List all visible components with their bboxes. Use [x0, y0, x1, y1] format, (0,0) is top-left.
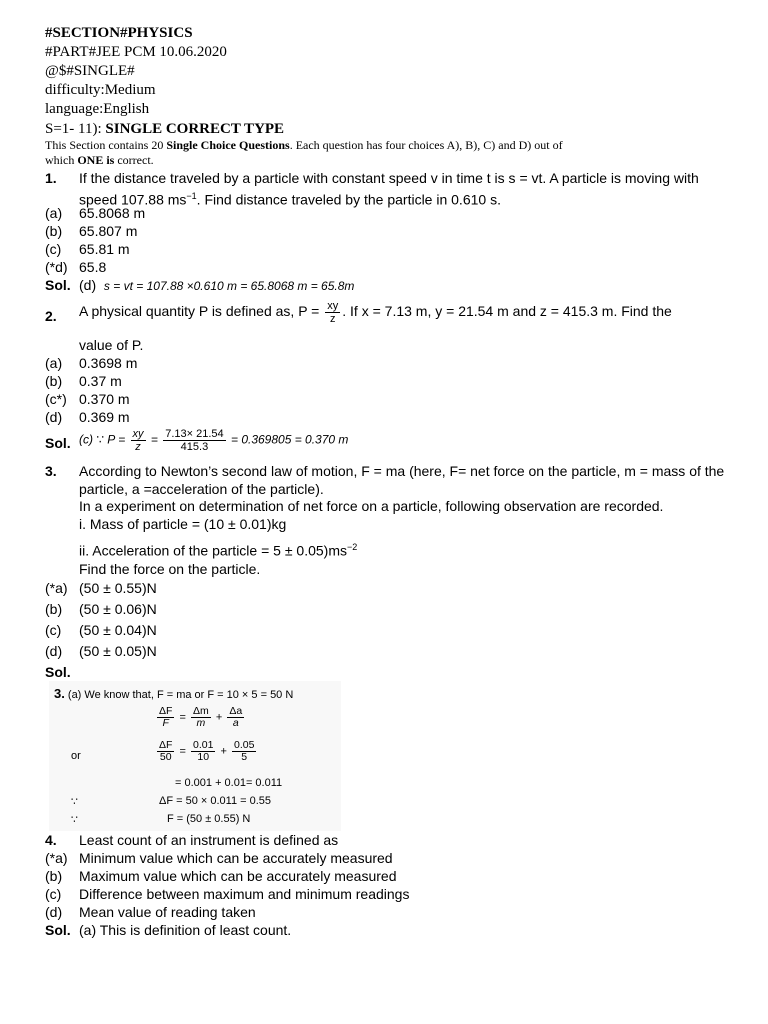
option-text: 65.807 m: [79, 223, 138, 239]
q1-option-d: [45, 259, 730, 277]
option-label: (b): [45, 601, 63, 617]
option-label: (a): [45, 355, 63, 371]
sol-equals: =: [147, 432, 162, 447]
q1-option-b: [45, 223, 730, 241]
option-text: (50 ± 0.04)N: [79, 622, 157, 638]
option-text: Maximum value which can be accurately measured: [79, 868, 397, 884]
img-line-3: = 0.001 + 0.01= 0.011: [175, 777, 283, 789]
q2-text-b: . If x = 7.13 m, y = 21.54 m and z = 415.3 m. Find the: [342, 303, 672, 320]
q3-item-i-row: [45, 516, 730, 534]
img-question-number: 3.: [54, 686, 65, 701]
single-tag: @$#SINGLE#: [45, 63, 135, 79]
question-text: [79, 300, 730, 326]
img-line-1: (a) We know that, F = ma or F = 10 × 5 = 50 N: [67, 689, 294, 701]
q2-option-c: [45, 391, 730, 409]
option-text: 65.8068 m: [79, 205, 146, 221]
section-type-line: [45, 120, 730, 139]
img-because-1: ∵: [71, 796, 78, 808]
option-label: (a): [45, 205, 63, 221]
q1-option-a: [45, 205, 730, 223]
img-because-2: ∵: [71, 814, 78, 826]
img-plus: +: [220, 745, 227, 758]
option-label: (d): [45, 409, 63, 425]
q4-option-d: [45, 904, 730, 922]
question-number: 4.: [45, 832, 57, 848]
q2-fraction: [325, 300, 340, 325]
option-label: (*a): [45, 850, 68, 866]
frac-denominator: a: [232, 717, 239, 729]
q4-solution: [45, 922, 730, 940]
q3-item-i: i. Mass of particle = (10 ± 0.01)kg: [79, 516, 287, 532]
q3-item-ii-text: ii. Acceleration of the particle = 5 ± 0.05)ms: [79, 542, 347, 559]
option-text: Difference between maximum and minimum readings: [79, 886, 410, 902]
q2-option-d: [45, 409, 730, 427]
option-text: 0.369 m: [79, 409, 130, 425]
img-or: or: [71, 750, 81, 762]
q3-solution: [45, 664, 730, 682]
q3-option-b: [45, 601, 730, 619]
question-2: [45, 300, 730, 326]
part-line: #PART#JEE PCM 10.06.2020: [45, 44, 227, 60]
frac-numerator: Δa: [229, 705, 243, 717]
q3-text-b-row: [45, 498, 730, 516]
frac-denominator: 50: [159, 751, 172, 763]
question-text: Least count of an instrument is defined as: [79, 832, 339, 848]
q4-option-c: [45, 886, 730, 904]
section-heading: #SECTION#PHYSICS: [45, 25, 193, 41]
question-text: According to Newton’s second law of motion, F = ma (here, F= net force on the particle, m = mass of the particle, a =acceleration of the particle).: [79, 463, 725, 497]
frac-numerator: xy: [132, 428, 144, 440]
frac-numerator: ΔF: [159, 705, 173, 717]
question-number: 3.: [45, 463, 57, 479]
option-text: Minimum value which can be accurately measured: [79, 850, 393, 866]
frac-denominator: z: [330, 313, 336, 325]
question-3: [45, 463, 730, 498]
frac-denominator: z: [135, 441, 141, 453]
question-4: [45, 832, 730, 850]
img-formula-row-2: [155, 740, 258, 763]
solution-option: (c) ∵ P =: [79, 432, 129, 447]
question-text: [79, 170, 730, 209]
q1-sup: −1: [186, 190, 197, 201]
q2-text-c: value of P.: [79, 337, 144, 353]
option-label: (*a): [45, 580, 68, 596]
q2-solution: [45, 428, 730, 453]
sol-result: = 0.369805 = 0.370 m: [227, 432, 349, 447]
q1-option-c: [45, 241, 730, 259]
instr-bold-2: ONE is: [77, 153, 115, 167]
option-label: (c*): [45, 391, 67, 407]
q3-solution-image: [49, 681, 341, 831]
instr-text-4: correct.: [114, 153, 154, 167]
frac-numerator: 7.13× 21.54: [165, 428, 224, 440]
q4-option-a: [45, 850, 730, 868]
option-text: 0.3698 m: [79, 355, 138, 371]
difficulty-line: difficulty:Medium: [45, 82, 156, 98]
section-type: SINGLE CORRECT TYPE: [105, 121, 285, 137]
option-label: (b): [45, 868, 63, 884]
solution-label: Sol.: [45, 277, 71, 293]
frac-denominator: 5: [241, 751, 248, 763]
frac-numerator: 0.01: [193, 739, 214, 751]
option-text: (50 ± 0.05)N: [79, 643, 157, 659]
option-text: (50 ± 0.55)N: [79, 580, 157, 596]
option-label: (c): [45, 886, 62, 902]
question-number: 2.: [45, 308, 57, 324]
img-plus: +: [215, 711, 223, 724]
q2-text-a: A physical quantity P is defined as, P =: [79, 303, 324, 320]
frac-denominator: 10: [197, 751, 210, 763]
img-formula-row-1: [155, 706, 246, 729]
q3-option-a: [45, 580, 730, 598]
img-line-4: ΔF = 50 × 0.011 = 0.55: [159, 795, 272, 807]
solution-option: (d): [79, 277, 97, 293]
sol-fraction-1: [131, 428, 146, 453]
q3-option-d: [45, 643, 730, 661]
frac-numerator: xy: [327, 300, 339, 312]
q4-option-b: [45, 868, 730, 886]
frac-denominator: 415.3: [180, 441, 209, 453]
q1-solution: [45, 277, 730, 296]
q3-option-c: [45, 622, 730, 640]
language-line: language:English: [45, 101, 150, 117]
img-equals: =: [179, 745, 186, 758]
option-label: (c): [45, 622, 62, 638]
q3-text-c-row: [45, 561, 730, 579]
solution-text: s = vt = 107.88 ×0.610 m = 65.8068 m = 65.8m: [103, 279, 355, 293]
solution-label: Sol.: [45, 435, 71, 451]
instr-text-3: which: [45, 153, 78, 167]
q1-text-b: . Find distance traveled by the particle in 0.610 s.: [196, 191, 501, 208]
frac-numerator: Δm: [193, 705, 209, 717]
question-1: [45, 170, 730, 209]
option-label: (d): [45, 643, 63, 659]
instr-text-1: This Section contains 20: [45, 138, 167, 152]
option-text: Mean value of reading taken: [79, 904, 256, 920]
q3-item-ii-row: [45, 539, 730, 560]
option-text: 0.37 m: [79, 373, 122, 389]
frac-denominator: m: [196, 717, 206, 729]
img-equals: =: [179, 711, 186, 724]
solution-label: Sol.: [45, 922, 71, 938]
option-label: (b): [45, 373, 63, 389]
option-text: 0.370 m: [79, 391, 130, 407]
q2-option-b: [45, 373, 730, 391]
frac-numerator: 0.05: [234, 739, 255, 751]
option-text: 65.81 m: [79, 241, 130, 257]
img-line-5: F = (50 ± 0.55) N: [167, 813, 251, 825]
q3-item-ii-sup: −2: [346, 542, 358, 552]
q3-text-b: In a experiment on determination of net force on a particle, following observation are recorded.: [79, 498, 664, 514]
instr-bold-1: Single Choice Questions: [166, 138, 290, 152]
option-text: (50 ± 0.06)N: [79, 601, 157, 617]
solution-text: (a) This is definition of least count.: [79, 922, 292, 938]
option-label: (b): [45, 223, 63, 239]
option-label: (d): [45, 904, 63, 920]
instructions: [45, 138, 730, 168]
sol-fraction-2: [163, 428, 225, 453]
option-text: 65.8: [79, 259, 107, 275]
section-range: S=1- 11):: [45, 121, 106, 137]
q2-option-a: [45, 355, 730, 373]
solution-label: Sol.: [45, 664, 71, 680]
q1-text-a: If the distance traveled by a particle with constant speed v in time t is s = vt. A particle is moving with speed 107.88 ms: [79, 170, 699, 208]
frac-denominator: F: [162, 717, 169, 729]
option-label: (*d): [45, 259, 68, 275]
instr-text-2: . Each question has four choices A), B), C) and D) out of: [289, 138, 563, 152]
question-number: 1.: [45, 170, 57, 186]
option-label: (c): [45, 241, 62, 257]
frac-numerator: ΔF: [159, 739, 173, 751]
q2-text-c-row: [45, 337, 730, 355]
q3-item-ii: [79, 539, 730, 560]
q3-text-c: Find the force on the particle.: [79, 561, 261, 577]
